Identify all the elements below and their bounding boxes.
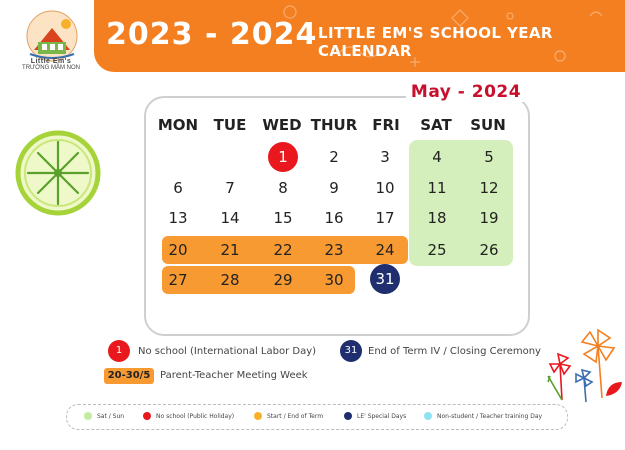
day-29: 29 bbox=[273, 271, 293, 289]
legend-meeting-badge: 20-30/5 bbox=[104, 368, 154, 384]
day-3: 3 bbox=[380, 148, 390, 166]
key-special-dot bbox=[344, 412, 352, 420]
day-21: 21 bbox=[220, 241, 240, 259]
key-term-text: Start / End of Term bbox=[267, 413, 324, 420]
day-23: 23 bbox=[324, 241, 344, 259]
key-weekend-dot bbox=[84, 412, 92, 420]
day-26: 26 bbox=[479, 241, 499, 259]
day-4: 4 bbox=[432, 148, 442, 166]
day-30: 30 bbox=[324, 271, 344, 289]
day-2: 2 bbox=[329, 148, 339, 166]
weekday-sat: SAT bbox=[420, 116, 452, 134]
year-title: 2023 - 2024 bbox=[106, 17, 318, 52]
weekday-thur: THUR bbox=[310, 116, 358, 134]
day-24: 24 bbox=[375, 241, 395, 259]
key-weekend-text: Sat / Sun bbox=[97, 413, 125, 420]
day-25: 25 bbox=[427, 241, 447, 259]
weekday-fri: FRI bbox=[372, 116, 400, 134]
day-28: 28 bbox=[220, 271, 240, 289]
weekday-sun: SUN bbox=[470, 116, 506, 134]
day-27: 27 bbox=[168, 271, 188, 289]
day-20: 20 bbox=[168, 241, 188, 259]
day-13: 13 bbox=[168, 209, 188, 227]
weekday-mon: MON bbox=[157, 116, 199, 134]
day-12: 12 bbox=[479, 179, 499, 197]
day-18: 18 bbox=[427, 209, 447, 227]
day-14: 14 bbox=[220, 209, 240, 227]
day-6: 6 bbox=[173, 179, 183, 197]
legend-end-term-dot: 31 bbox=[340, 340, 362, 362]
logo-caption bbox=[14, 58, 88, 72]
weekday-wed: WED bbox=[262, 116, 302, 134]
day-10: 10 bbox=[375, 179, 395, 197]
day-1: 1 bbox=[278, 148, 288, 166]
day-22: 22 bbox=[273, 241, 293, 259]
day-19: 19 bbox=[479, 209, 499, 227]
day-7: 7 bbox=[225, 179, 235, 197]
key-holiday-text: No school (Public Holiday) bbox=[156, 413, 235, 420]
day-16: 16 bbox=[324, 209, 344, 227]
day-8: 8 bbox=[278, 179, 288, 197]
logo-name: Little Em's bbox=[30, 58, 72, 65]
calendar-title: LITTLE EM'S SCHOOL YEAR CALENDAR bbox=[318, 24, 553, 60]
weekday-tue: TUE bbox=[213, 116, 247, 134]
day-9: 9 bbox=[329, 179, 339, 197]
legend-holiday-dot: 1 bbox=[108, 340, 130, 362]
legend-end-term-text: End of Term IV / Closing Ceremony bbox=[368, 346, 541, 357]
leaf-icon bbox=[604, 380, 624, 398]
key-special-text: LE' Special Days bbox=[357, 413, 407, 420]
compass-icon bbox=[12, 128, 104, 218]
day-15: 15 bbox=[273, 209, 293, 227]
day-11: 11 bbox=[427, 179, 447, 197]
key-term-dot bbox=[254, 412, 262, 420]
day-31: 31 bbox=[375, 270, 395, 288]
key-training-text: Non-student / Teacher training Day bbox=[437, 413, 543, 420]
legend-meeting-text: Parent-Teacher Meeting Week bbox=[160, 370, 308, 381]
day-17: 17 bbox=[375, 209, 395, 227]
key-training-dot bbox=[424, 412, 432, 420]
key-holiday-dot bbox=[143, 412, 151, 420]
logo-sub: TRƯỜNG MẦM NON bbox=[22, 65, 80, 71]
legend-holiday-text: No school (International Labor Day) bbox=[138, 346, 317, 357]
month-title: May - 2024 bbox=[406, 82, 526, 102]
day-5: 5 bbox=[484, 148, 494, 166]
